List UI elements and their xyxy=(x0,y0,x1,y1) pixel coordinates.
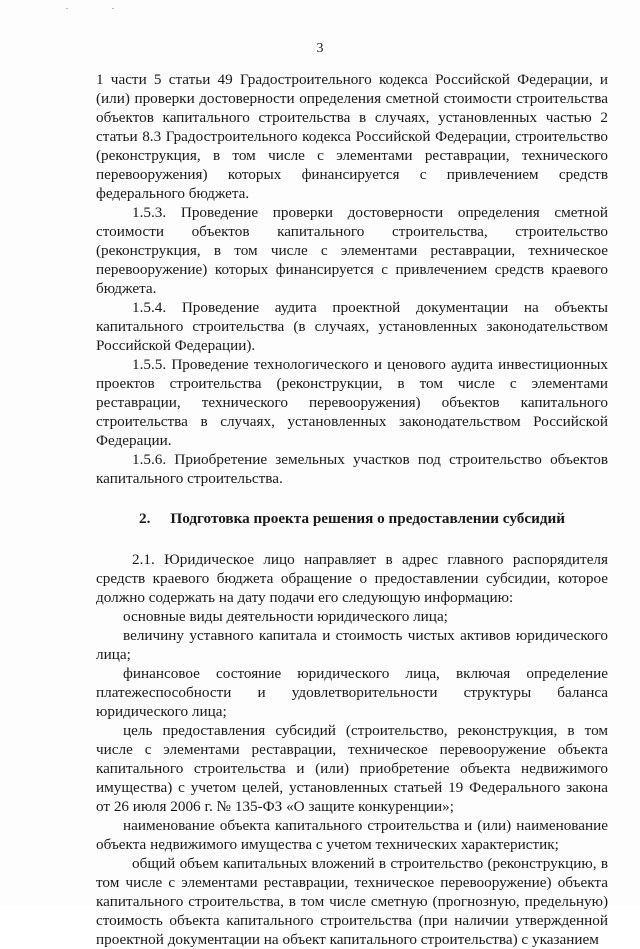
list-item-investment-volume: общий объем капитальных вложений в строительство (реконструкцию, в том числе с элементами реставрации, техническое перевооружение) объекта капитального строительства, в том числе сметную (прогнозную, предельную) стоимость объекта капитального строительства (при наличии утвержденной проектной документации на объект капитального строительства) с указанием xyxy=(96,855,608,948)
page-number: 3 xyxy=(316,41,324,56)
scan-speck xyxy=(112,8,114,9)
section-number: 2. xyxy=(138,510,151,527)
section-title: Подготовка проекта решения о предоставлении субсидий xyxy=(170,510,566,527)
list-item-activities: основные виды деятельности юридического лица; xyxy=(123,608,448,625)
paragraph-1-5-6: 1.5.6. Приобретение земельных участков под строительство объектов капитального строительства. xyxy=(96,451,608,487)
section-heading xyxy=(96,509,608,528)
paragraph-continuation: 1 части 5 статьи 49 Градостроительного кодекса Российской Федерации, и (или) проверки достоверности определения сметной стоимости строительства объектов капитального строительства в случаях, установленных частью 2 статьи 8.3 Градостроительного кодекса Российской Федерации, строительство (реконструкция, в том числе с элементами реставрации, технического перевооружения) которых финансируется с привлечением средств федерального бюджета. xyxy=(96,71,608,202)
document-body xyxy=(96,70,608,949)
list-item-object-name: наименование объекта капитального строительства и (или) наименование объекта недвижимого имущества с учетом технических характеристик; xyxy=(96,817,608,853)
scan-speck xyxy=(66,8,68,9)
list-item-subsidy-purpose: цель предоставления субсидий (строительство, реконструкция, в том числе с элементами реставрации, техническое перевооружение объекта капитального строительства и (или) приобретение объекта недвижимого имущества) с учетом целей, установленных статьей 19 Федерального закона от 26 июля 2006 г. № 135-ФЗ «О защите конкуренции»; xyxy=(96,722,608,815)
paragraph-1-5-5: 1.5.5. Проведение технологического и ценового аудита инвестиционных проектов строительства (реконструкции, в том числе с элементами реставрации, технического перевооружения) объектов капитального строительства в случаях, установленных законодательством Российской Федерации. xyxy=(96,356,608,449)
paragraph-2-1: 2.1. Юридическое лицо направляет в адрес главного распорядителя средств краевого бюджета обращение о предоставлении субсидии, которое должно содержать на дату подачи его следующую информацию: xyxy=(96,551,608,606)
list-item-capital: величину уставного капитала и стоимость чистых активов юридического лица; xyxy=(96,627,608,663)
paragraph-1-5-4: 1.5.4. Проведение аудита проектной документации на объекты капитального строительства (в случаях, установленных законодательством Российской Федерации). xyxy=(96,299,608,354)
paragraph-1-5-3: 1.5.3. Проведение проверки достоверности определения сметной стоимости объектов капитального строительства, строительство (реконструкция, в том числе с элементами реставрации, техническое перевооружение) которых финансируется с привлечением средств краевого бюджета. xyxy=(96,204,608,297)
list-item-financial-state: финансовое состояние юридического лица, включая определение платежеспособности и удовлетворительности структуры баланса юридического лица; xyxy=(96,665,608,720)
